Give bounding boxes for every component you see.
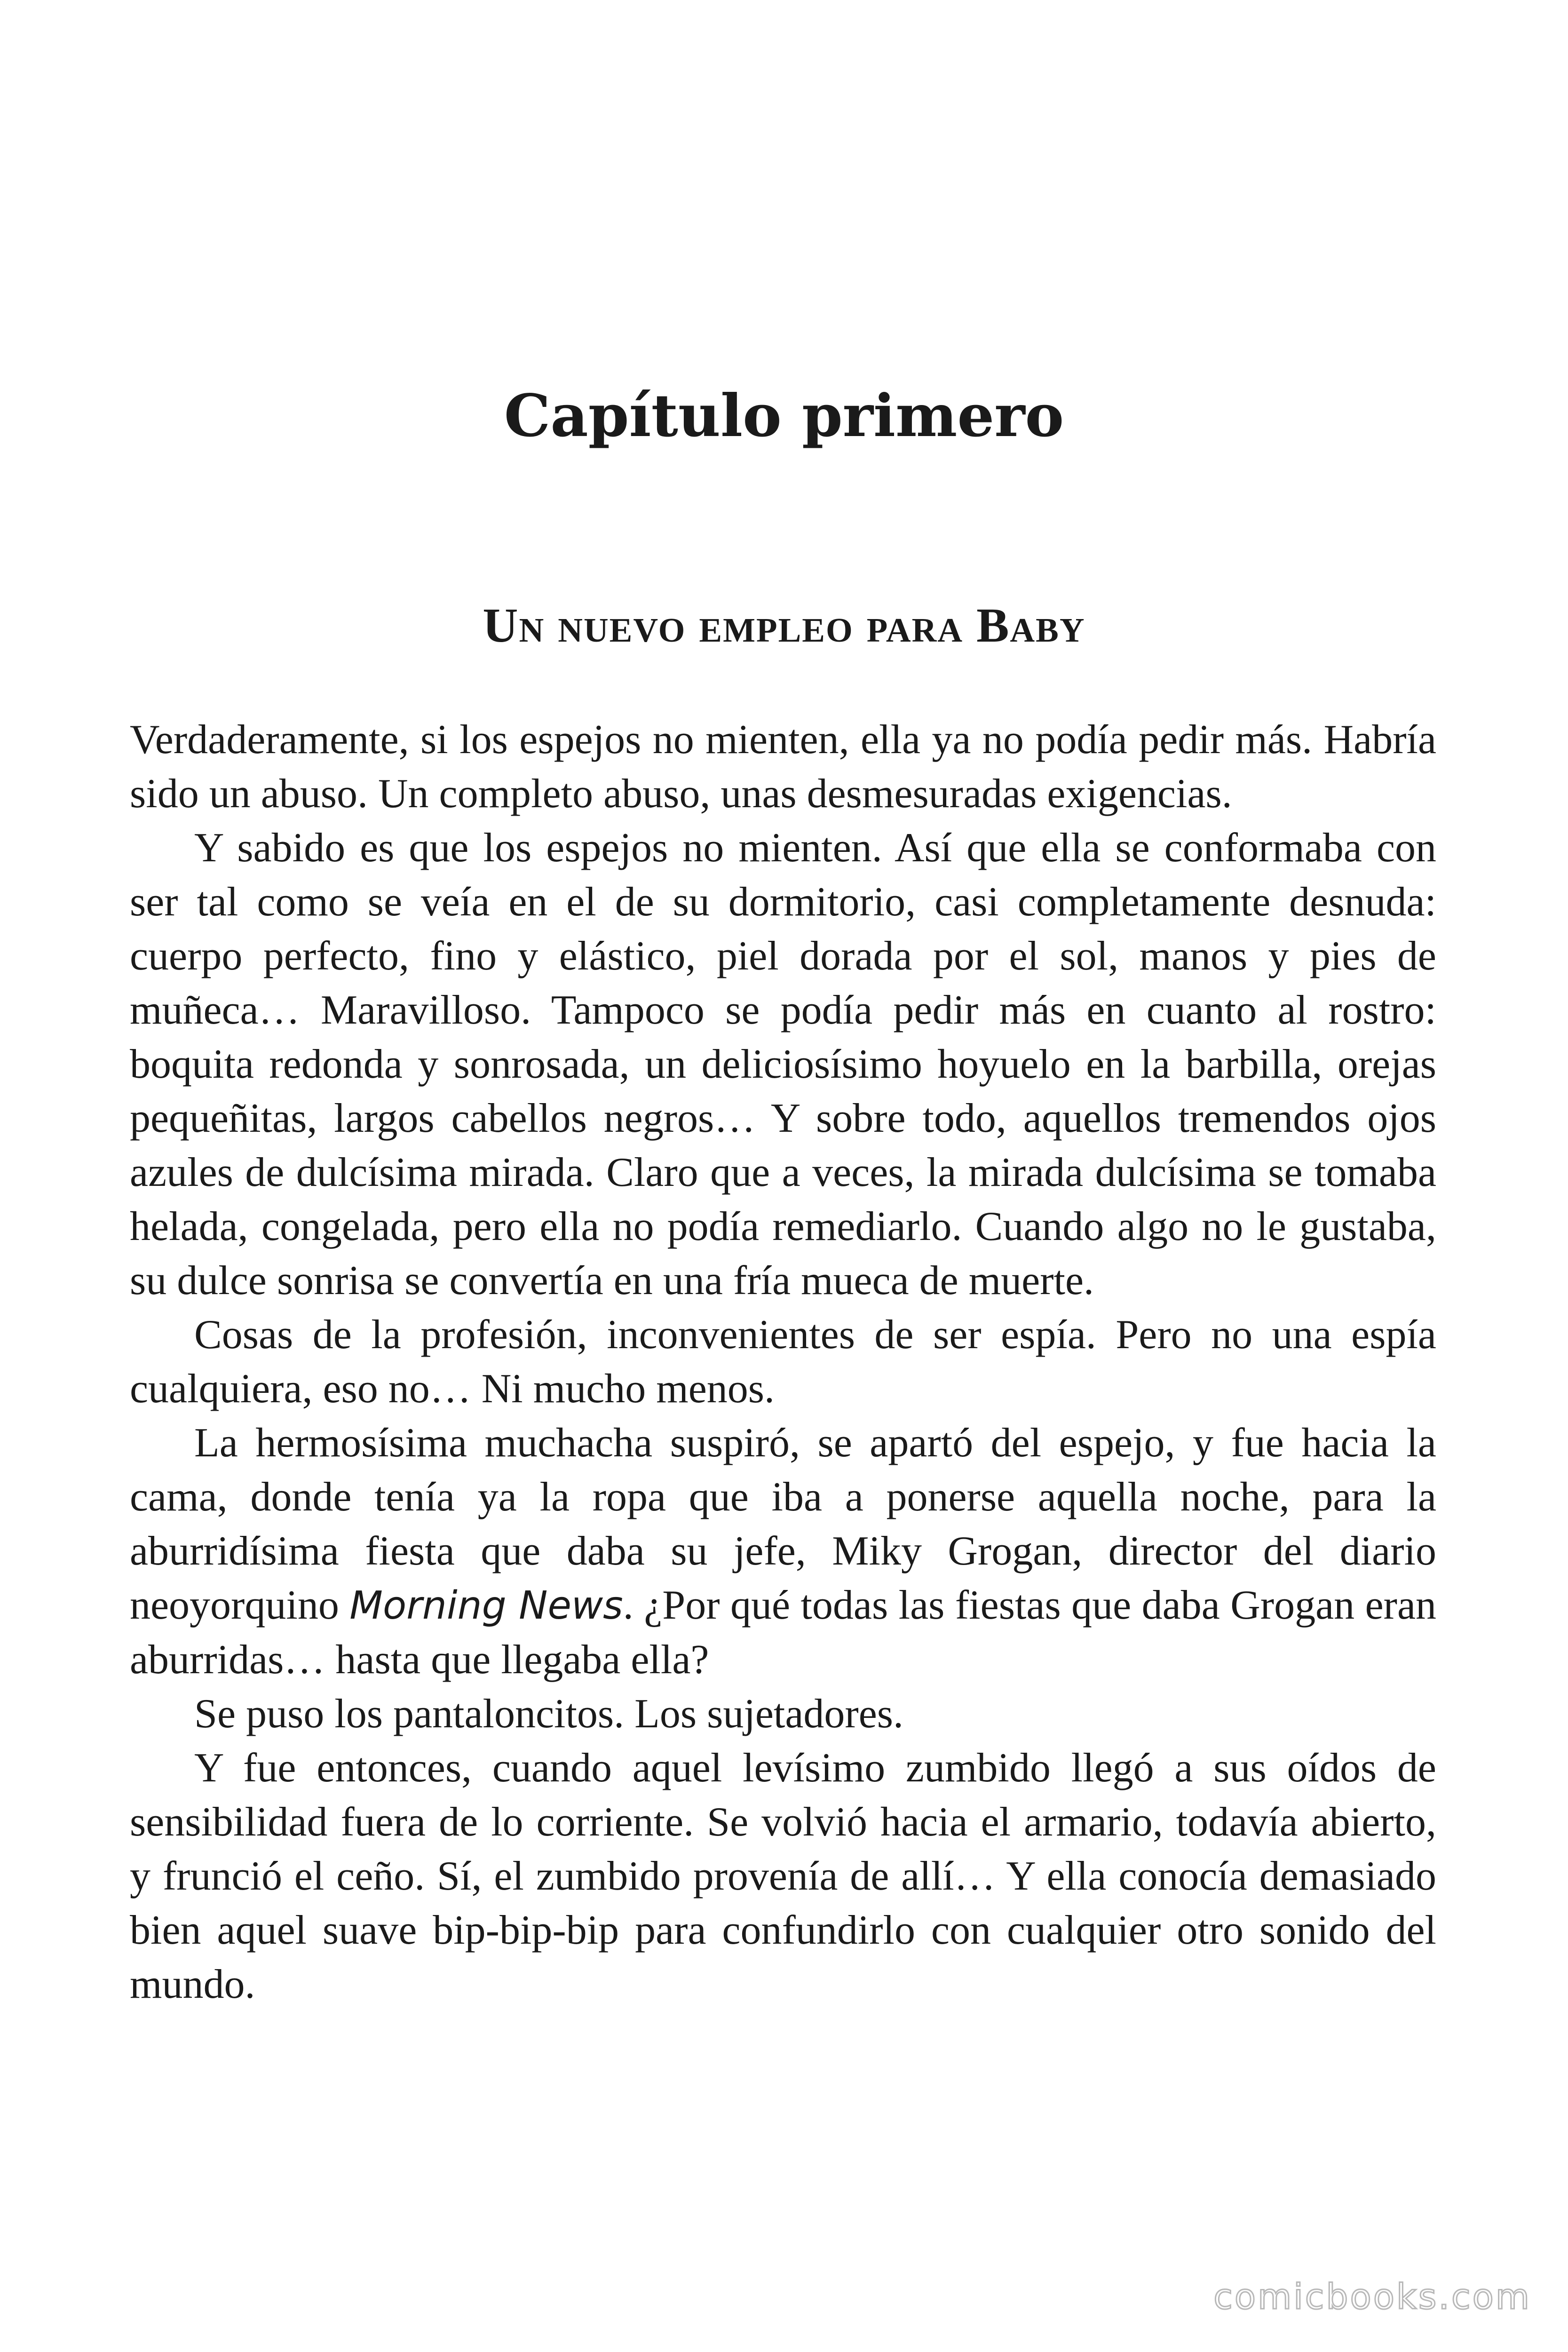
- paragraph-4-text-start: La hermosísima muchacha suspiró, se apartó del espejo, y fue hacia la cama, donde tenía ya la ropa que iba a ponerse aquella noche, para la aburridísima fiesta que daba su jefe, Miky Grogan, director del diario neoyorquino: [130, 1420, 1436, 1628]
- paragraph-2: Y sabido es que los espejos no mienten. Así que ella se conformaba con ser tal como se veía en el de su dormitorio, casi completamente desnuda: cuerpo perfecto, fino y elástico, piel dorada por el sol, manos y pies de muñeca… Maravilloso. Tampoco se podía pedir más en cuanto al rostro: boquita redonda y sonrosada, un deliciosísimo hoyuelo en la barbilla, orejas pequeñitas, largos cabellos negros… Y sobre todo, aquellos tremendos ojos azules de dulcísima mirada. Claro que a veces, la mirada dulcísima se tomaba helada, congelada, pero ella no podía remediarlo. Cuando algo no le gustaba, su dulce sonrisa se convertía en una fría mueca de muerte.: [130, 825, 1436, 1303]
- chapter-body: [130, 713, 1436, 2011]
- paragraph-6: Y fue entonces, cuando aquel levísimo zumbido llegó a sus oídos de sensibilidad fuera de lo corriente. Se volvió hacia el armario, todavía abierto, y frunció el ceño. Sí, el zumbido provenía de allí… Y ella conocía demasiado bien aquel suave bip-bip-bip para confundirlo con cualquier otro sonido del mundo.: [130, 1745, 1436, 2007]
- newspaper-name: Morning News: [349, 1583, 623, 1628]
- paragraph-4: [130, 1416, 1436, 1687]
- watermark: comicbooks.com: [1213, 2277, 1531, 2317]
- chapter-subtitle: Un nuevo empleo para Baby: [483, 598, 1085, 652]
- paragraph-5: Se puso los pantaloncitos. Los sujetadores.: [194, 1691, 904, 1737]
- chapter-title: Capítulo primero: [504, 382, 1064, 450]
- paragraph-1: Verdaderamente, si los espejos no mienten, ella ya no podía pedir más. Habría sido un abuso. Un completo abuso, unas desmesuradas exigencias.: [130, 717, 1436, 817]
- paragraph-3: Cosas de la profesión, inconvenientes de ser espía. Pero no una espía cualquiera, eso no… Ni mucho menos.: [130, 1312, 1436, 1412]
- paragraph-4-text-end: . ¿Por qué todas las fiestas que daba Grogan eran aburridas… hasta que llegaba ella?: [130, 1582, 1437, 1683]
